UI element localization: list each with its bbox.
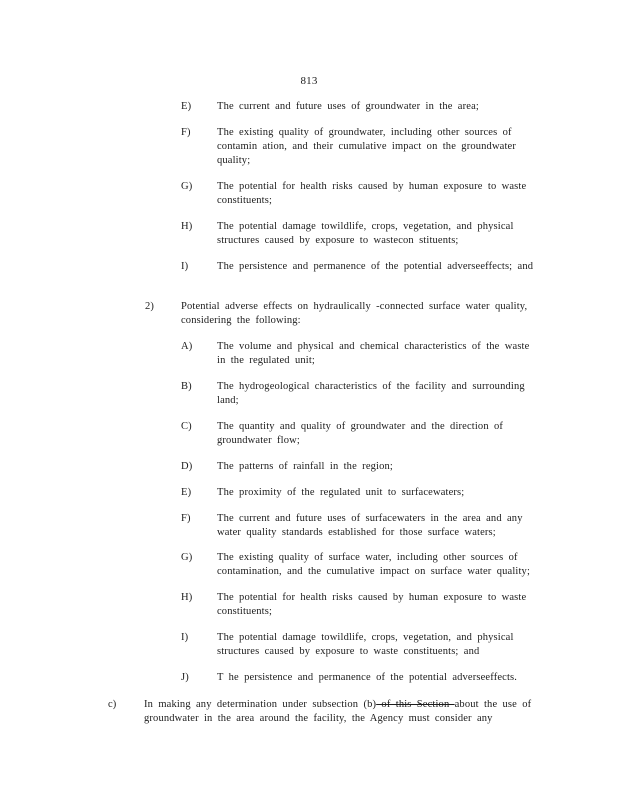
item-text: The persistence and permanence of the potential adverseeffects; and xyxy=(217,261,534,272)
struck-text: of this Section xyxy=(376,699,455,710)
item-text: The quantity and quality of groundwater and the direction of groundwater flow; xyxy=(217,421,504,446)
item-text: Potential adverse effects on hydraulically -connected surface water quality, considering the following: xyxy=(181,301,528,326)
item-label: 2) xyxy=(145,301,155,312)
item-text: The volume and physical and chemical characteristics of the waste in the regulated unit; xyxy=(217,341,530,366)
item-label: A) xyxy=(181,341,193,352)
item-label: J) xyxy=(181,672,189,683)
item-label: I) xyxy=(181,632,189,643)
item-text: The hydrogeological characteristics of the facility and surrounding land; xyxy=(217,381,525,406)
item-label: B) xyxy=(181,381,192,392)
page-number: 813 xyxy=(300,75,318,87)
item-text: The existing quality of surface water, including other sources of contamination, and the cumulative impact on surface water quality; xyxy=(217,552,531,577)
item-text: The potential for health risks caused by human exposure to waste constituents; xyxy=(217,181,527,206)
text-before-strike: In making any determination under subsection (b) xyxy=(144,699,377,710)
item-label: D) xyxy=(181,461,193,472)
item-text: The potential damage towildlife, crops, vegetation, and physical structures caused by exposure to wastecon stituents; xyxy=(217,221,514,246)
item-text xyxy=(144,698,539,726)
text-after-strike: about the use of groundwater in the area around the facility, the Agency must consider any xyxy=(144,699,532,724)
item-text: The current and future uses of groundwater in the area; xyxy=(217,101,479,112)
item-label: H) xyxy=(181,592,193,603)
item-label: E) xyxy=(181,487,192,498)
item-label: F) xyxy=(181,127,191,138)
item-text: The existing quality of groundwater, including other sources of contamin ation, and their cumulative impact on the groundwater quality; xyxy=(217,127,517,166)
item-label: G) xyxy=(181,181,193,192)
item-text: The potential for health risks caused by human exposure to waste constituents; xyxy=(217,592,527,617)
item-label: F) xyxy=(181,513,191,524)
item-text: The patterns of rainfall in the region; xyxy=(217,461,393,472)
item-text: The current and future uses of surfacewaters in the area and any water quality standards established for those surface waters; xyxy=(217,513,523,538)
item-label: H) xyxy=(181,221,193,232)
item-text: T he persistence and permanence of the potential adverseeffects. xyxy=(217,672,518,683)
item-label: c) xyxy=(108,699,117,710)
item-label: I) xyxy=(181,261,189,272)
item-label: E) xyxy=(181,101,192,112)
item-label: G) xyxy=(181,552,193,563)
item-label: C) xyxy=(181,421,192,432)
item-text: The proximity of the regulated unit to surfacewaters; xyxy=(217,487,465,498)
item-text: The potential damage towildlife, crops, vegetation, and physical structures caused by exposure to waste constituents; and xyxy=(217,632,514,657)
